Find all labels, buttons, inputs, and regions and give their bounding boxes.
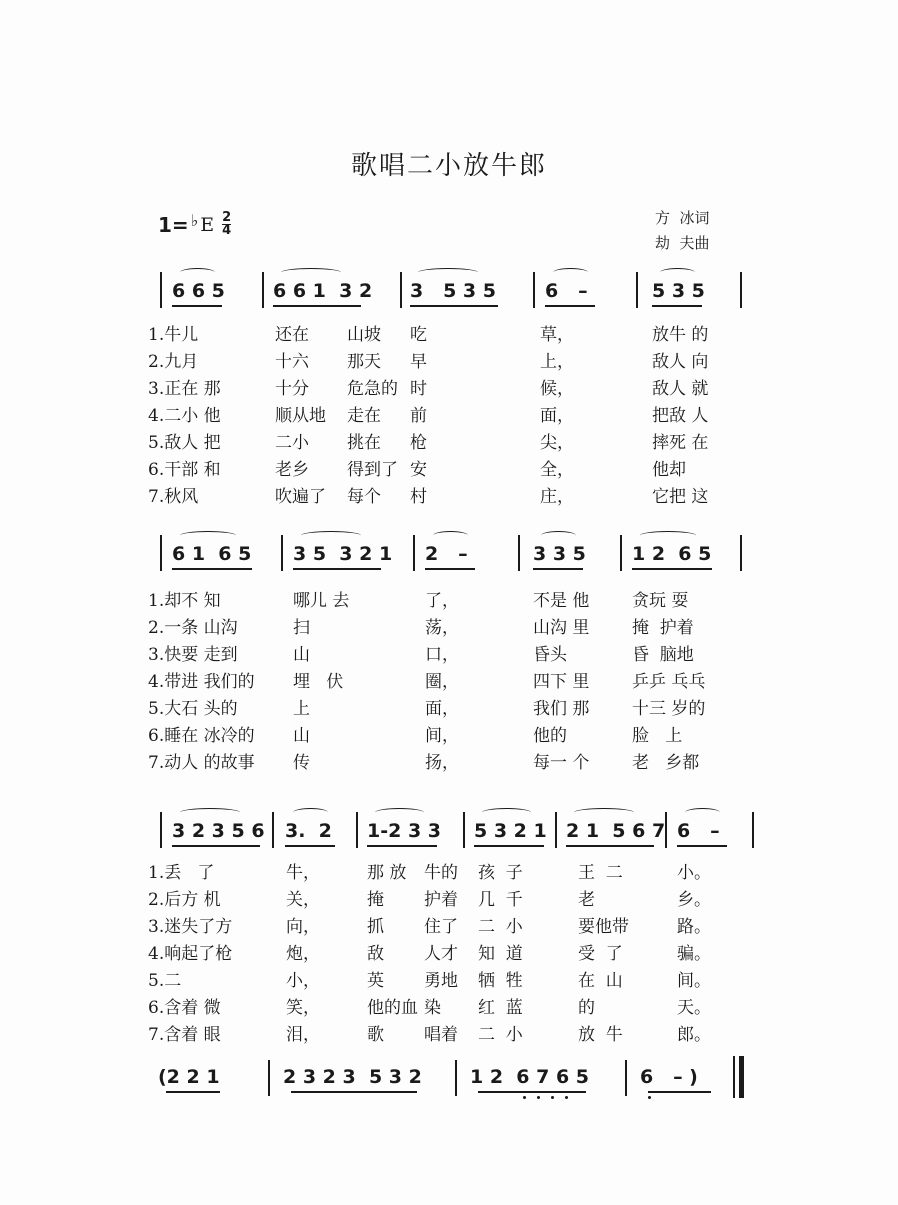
lyric-cell: 他的 [533,726,567,746]
lyric-cell: 二 小 [478,1025,523,1045]
song-title: 歌唱二小放牛郎 [350,151,547,181]
coda-measure: 6 – ) [640,1066,698,1088]
lyric-cell: 受 了 [578,944,623,964]
slur-arc [574,808,634,817]
lyric-cell: 5.敌人 把 [148,433,221,453]
bar-line [740,535,742,571]
bar-line [400,272,402,308]
lyric-cell: 敌 [367,944,384,964]
beam-underline [273,305,361,307]
lyric-cell: 二小 [275,433,309,453]
lyric-cell: 住了 [424,917,458,937]
lyric-cell: 敌人 向 [652,352,709,372]
bar-line [281,535,283,571]
lyric-cell: 1.牛儿 [148,325,199,345]
lyric-cell: 7.含着 眼 [148,1025,221,1045]
bar-line [356,812,358,848]
lyric-cell: 2.九月 [148,352,199,372]
octave-dot [648,1096,651,1099]
bar-line [160,272,162,308]
lyric-cell: 放牛 的 [652,325,709,345]
slur-arc [685,808,720,817]
beam-underline [425,568,475,570]
bar-line [533,272,535,308]
coda-measure: 1 2 6 7 6 5 [470,1066,590,1088]
bar-line [665,812,667,848]
beam-underline [648,1091,711,1093]
lyric-cell: 染 [424,998,441,1018]
lyric-cell: 郎。 [677,1025,711,1045]
lyric-cell: 那 放 [367,863,407,883]
lyric-cell: 7.动人 的故事 [148,753,255,773]
lyric-cell: 知 道 [478,944,523,964]
lyric-cell: 放 牛 [578,1025,623,1045]
slur-arc [433,531,468,540]
lyric-cell: 十分 [275,379,309,399]
notation-measure: 6 6 5 [172,280,225,302]
lyric-cell: 护着 [424,890,458,910]
notation-measure: 1-2 3 3 [367,820,441,842]
lyric-cell: 他的血 [367,998,418,1018]
lyric-cell: 摔死 在 [652,433,709,453]
slur-arc [301,531,361,540]
lyric-cell: 面， [425,699,459,719]
beam-underline [293,568,381,570]
lyric-cell: 候， [540,379,574,399]
bar-line [160,535,162,571]
beam-underline [172,568,252,570]
lyric-cell: 5.二 [148,971,182,991]
beam-underline [172,845,260,847]
beam-underline [291,1091,417,1093]
notation-measure: 6 1 6 5 [172,543,252,565]
lyric-cell: 口， [425,645,459,665]
beam-underline [474,845,544,847]
lyric-cell: 全， [540,460,574,480]
slur-arc [553,268,588,277]
lyric-cell: 二 小 [478,917,523,937]
key-prefix: 1= [158,212,189,237]
lyric-cell: 老乡 [275,460,309,480]
lyric-cell: 间。 [677,971,711,991]
lyric-cell: 勇地 [424,971,458,991]
lyric-cell: 山 [293,645,310,665]
final-bar-thick [739,1056,744,1098]
lyric-cell: 抓 [367,917,384,937]
lyric-cell: 唱着 [424,1025,458,1045]
lyric-cell: 圈， [425,672,459,692]
slur-arc [293,808,328,817]
bar-line [620,535,622,571]
beam-underline [478,1091,586,1093]
lyric-cell: 4.响起了枪 [148,944,233,964]
notation-measure: 6 6 1 3 2 [273,280,373,302]
lyric-cell: 走在 [347,406,381,426]
bar-line [262,272,264,308]
beam-underline [410,305,498,307]
lyric-cell: 顺从地 [275,406,326,426]
slur-arc [640,531,696,540]
lyric-cell: 炮， [286,944,320,964]
octave-dot [565,1096,568,1099]
lyric-cell: 1.丢 了 [148,863,215,883]
slur-arc [418,268,478,277]
bar-line [455,1060,457,1096]
lyric-cell: 天。 [677,998,711,1018]
coda-measure: 2 3 2 3 5 3 2 [283,1066,422,1088]
time-bottom: 4 [222,223,232,238]
lyric-cell: 乡。 [677,890,711,910]
lyric-cell: 不是 他 [533,591,590,611]
lyric-cell: 传 [293,753,310,773]
lyric-cell: 关， [286,890,320,910]
notation-measure: 1 2 6 5 [632,543,712,565]
lyric-cell: 几 千 [478,890,523,910]
final-bar-thin [733,1056,735,1098]
lyric-cell: 庄， [540,487,574,507]
beam-underline [533,568,583,570]
lyric-cell: 4.二小 他 [148,406,221,426]
notation-measure: 6 – [677,820,720,842]
lyric-cell: 要他带 [578,917,629,937]
lyric-cell: 向， [286,917,320,937]
lyric-cell: 昏 脑地 [632,645,694,665]
lyric-cell: 2.后方 机 [148,890,221,910]
bar-line [413,535,415,571]
beam-underline [677,845,727,847]
lyric-cell: 还在 [275,325,309,345]
lyric-cell: 村 [410,487,427,507]
bar-line [636,272,638,308]
lyric-cell: 吹遍了 [275,487,326,507]
lyric-cell: 时 [410,379,427,399]
lyric-cell: 脸 上 [632,726,683,746]
lyric-cell: 扬， [425,753,459,773]
bar-line [268,1060,270,1096]
lyric-cell: 6.干部 和 [148,460,221,480]
lyric-cell: 我们 那 [533,699,590,719]
bar-line [518,535,520,571]
lyric-cell: 骗。 [677,944,711,964]
notation-measure: 5 3 2 1 [474,820,547,842]
lyric-cell: 那天 [347,352,381,372]
lyric-cell: 4.带进 我们的 [148,672,255,692]
lyric-cell: 上 [293,699,310,719]
notation-measure: 3 2 3 5 6 [172,820,265,842]
lyric-cell: 早 [410,352,427,372]
lyric-cell: 6.睡在 冰冷的 [148,726,255,746]
slur-arc [180,808,240,817]
slur-arc [541,531,576,540]
lyric-cell: 老 [578,890,595,910]
lyric-cell: 掩 护着 [632,618,694,638]
lyric-cell: 1.却不 知 [148,591,221,611]
octave-dot [551,1096,554,1099]
bar-line [272,812,274,848]
beam-underline [566,845,654,847]
beam-underline [545,305,595,307]
coda-measure: (2 2 1 [158,1066,220,1088]
lyric-cell: 山沟 里 [533,618,590,638]
lyric-cell: 每个 [347,487,381,507]
lyric-cell: 了， [425,591,459,611]
lyric-cell: 牺 牲 [478,971,523,991]
slur-arc [180,531,236,540]
lyric-cell: 的 [578,998,595,1018]
lyric-cell: 吃 [410,325,427,345]
beam-underline [367,845,437,847]
lyric-cell: 昏头 [533,645,567,665]
lyric-cell: 泪， [286,1025,320,1045]
lyric-cell: 笑， [286,998,320,1018]
lyric-cell: 掩 [367,890,384,910]
lyric-cell: 扫 [293,618,310,638]
bar-line [160,812,162,848]
notation-measure: 2 – [425,543,468,565]
lyric-cell: 前 [410,406,427,426]
notation-measure: 2 1 5 6 7 [566,820,666,842]
lyric-cell: 牛， [286,863,320,883]
lyric-cell: 英 [367,971,384,991]
notation-measure: 6 – [545,280,588,302]
lyric-cell: 路。 [677,917,711,937]
notation-measure: 3. 2 [285,820,332,842]
notation-measure: 5 3 5 [652,280,705,302]
octave-dot [537,1096,540,1099]
lyric-cell: 5.大石 头的 [148,699,238,719]
lyric-cell: 王 二 [578,863,623,883]
lyric-cell: 歌 [367,1025,384,1045]
lyric-cell: 十六 [275,352,309,372]
beam-underline [652,305,702,307]
slur-arc [180,268,215,277]
notation-measure: 3 5 3 2 1 [293,543,393,565]
credits [655,206,710,256]
lyric-cell: 挑在 [347,433,381,453]
bar-line [752,812,754,848]
lyric-cell: 得到了 [347,460,398,480]
beam-underline [285,845,335,847]
lyric-cell: 小。 [677,863,711,883]
key-note: E [200,213,215,236]
lyric-cell: 红 蓝 [478,998,523,1018]
lyric-cell: 埋 伏 [293,672,344,692]
lyric-cell: 四下 里 [533,672,590,692]
lyric-cell: 草， [540,325,574,345]
lyric-cell: 危急的 [347,379,398,399]
lyric-cell: 7.秋风 [148,487,199,507]
lyric-cell: 老 乡都 [632,753,700,773]
notation-measure: 3 5 3 5 [410,280,496,302]
lyric-cell: 人才 [424,944,458,964]
lyric-cell: 他却 [652,460,686,480]
time-signature [222,212,231,237]
lyric-cell: 3.快要 走到 [148,645,238,665]
composer-credit: 劫 夫曲 [655,234,710,252]
lyric-cell: 间， [425,726,459,746]
slur-arc [281,268,341,277]
slur-arc [375,808,424,817]
lyric-cell: 孩 子 [478,863,523,883]
slur-arc [482,808,531,817]
lyric-cell: 哪儿 去 [293,591,350,611]
lyric-cell: 3.迷失了方 [148,917,233,937]
lyricist-credit: 方 冰词 [655,209,710,227]
lyric-cell: 面， [540,406,574,426]
octave-dot [523,1096,526,1099]
lyric-cell: 安 [410,460,427,480]
lyric-cell: 在 山 [578,971,623,991]
lyric-cell: 它把 这 [652,487,709,507]
key-signature [158,212,231,237]
lyric-cell: 枪 [410,433,427,453]
bar-line [740,272,742,308]
slur-arc [660,268,695,277]
flat-sign: ♭ [190,211,199,230]
time-top: 2 [222,210,232,225]
lyric-cell: 荡， [425,618,459,638]
lyric-cell: 3.正在 那 [148,379,221,399]
notation-measure: 3 3 5 [533,543,586,565]
lyric-cell: 2.一条 山沟 [148,618,238,638]
lyric-cell: 十三 岁的 [632,699,706,719]
lyric-cell: 山 [293,726,310,746]
lyric-cell: 乒乒 乓乓 [632,672,706,692]
lyric-cell: 尖， [540,433,574,453]
bar-line [555,812,557,848]
lyric-cell: 牛的 [424,863,458,883]
lyric-cell: 贪玩 耍 [632,591,689,611]
beam-underline [172,305,222,307]
lyric-cell: 6.含着 微 [148,998,221,1018]
lyric-cell: 把敌 人 [652,406,709,426]
bar-line [463,812,465,848]
lyric-cell: 小， [286,971,320,991]
beam-underline [166,1091,220,1093]
lyric-cell: 上， [540,352,574,372]
bar-line [625,1060,627,1096]
lyric-cell: 敌人 就 [652,379,709,399]
lyric-cell: 山坡 [347,325,381,345]
beam-underline [632,568,712,570]
lyric-cell: 每一 个 [533,753,590,773]
